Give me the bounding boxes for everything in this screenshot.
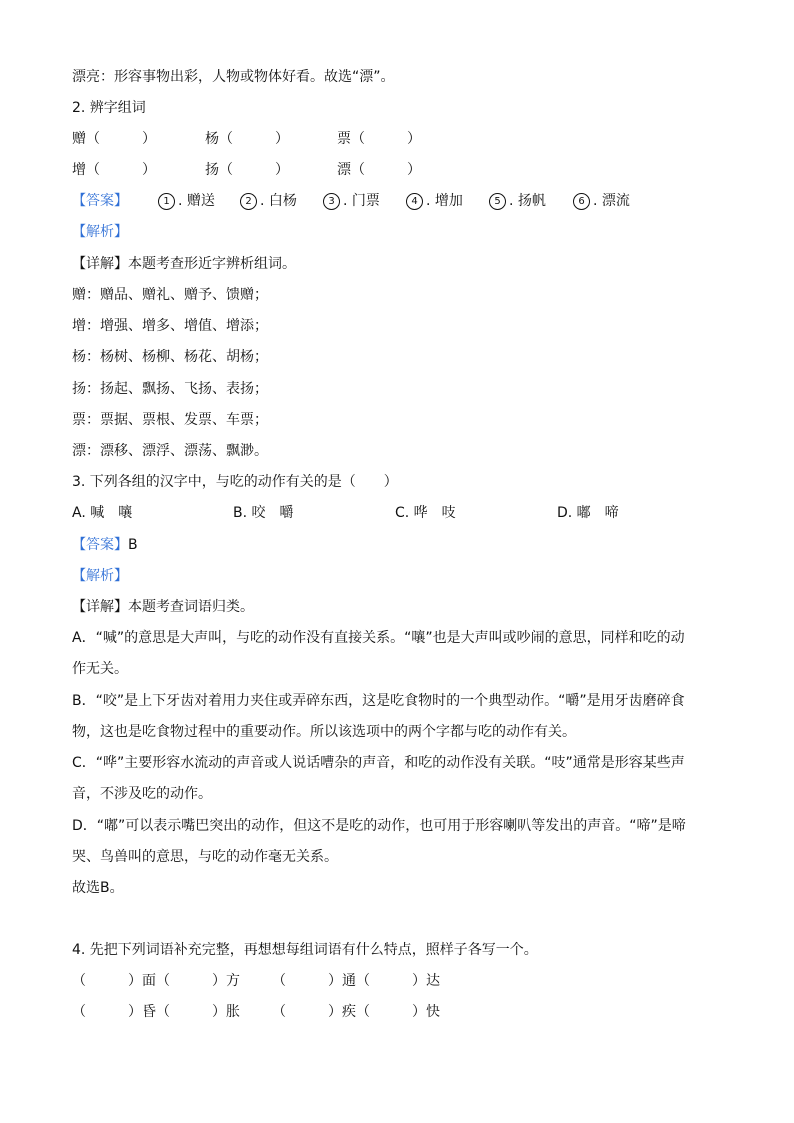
answer-item	[406, 191, 463, 211]
answer-text: . 白杨	[260, 193, 297, 209]
explanation-d: D．“嘟”可以表示嘴巴突出的动作，但这不是吃的动作，也可用于形容喇叭等发出的声音。“啼”是啼	[72, 818, 686, 834]
option-c: C. 哗 吱	[395, 505, 456, 521]
answer-value: B	[128, 537, 138, 553]
answer-label: 【答案】	[72, 537, 128, 553]
answer-line	[72, 535, 138, 555]
question-2-title: 2. 辨字组词	[72, 100, 146, 116]
grid-cell: 赠（ ）	[72, 131, 156, 147]
grid-cell: 票（ ）	[337, 131, 421, 147]
answer-text: . 赠送	[178, 193, 215, 209]
analysis-label: 【解析】	[72, 568, 128, 584]
answer-item	[573, 191, 630, 211]
analysis-label: 【解析】	[72, 224, 128, 240]
conclusion: 故选B。	[72, 880, 124, 896]
circled-number: 6	[573, 193, 590, 210]
grid-cell: 扬（ ）	[205, 162, 289, 178]
question-3-title: 3. 下列各组的汉字中，与吃的动作有关的是（ ）	[72, 474, 398, 490]
circled-number: 5	[489, 193, 506, 210]
answer-text: . 门票	[343, 193, 380, 209]
grid-cell: 漂（ ）	[337, 162, 421, 178]
circled-number: 3	[323, 193, 340, 210]
explanation-a: A．“喊”的意思是大声叫，与吃的动作没有直接关系。“嚷”也是大声叫或吵闹的意思，同样和吃的动	[72, 630, 685, 646]
answer-text: . 扬帆	[509, 193, 546, 209]
option-b: B. 咬 嚼	[233, 505, 294, 521]
explanation-d-cont: 哭、鸟兽叫的意思，与吃的动作毫无关系。	[72, 849, 338, 865]
word-group: 增：增强、增多、增值、增添；	[72, 318, 268, 334]
explanation-c: C．“哗”主要形容水流动的声音或人说话嘈杂的声音，和吃的动作没有关联。“吱”通常是形容某些声	[72, 755, 685, 771]
blank-phrase: （ ）疾（ ）快	[272, 1004, 440, 1020]
answer-item	[158, 191, 215, 211]
word-group: 扬：扬起、飘扬、飞扬、表扬；	[72, 381, 268, 397]
question-4-title: 4. 先把下列词语补充完整，再想想每组词语有什么特点，照样子各写一个。	[72, 942, 538, 958]
answer-text: . 增加	[426, 193, 463, 209]
circled-number: 2	[240, 193, 257, 210]
blank-phrase: （ ）通（ ）达	[272, 973, 440, 989]
word-group: 杨：杨树、杨柳、杨花、胡杨；	[72, 349, 268, 365]
grid-cell: 增（ ）	[72, 162, 156, 178]
answer-item	[240, 191, 297, 211]
detail-line: 【详解】本题考查形近字辨析组词。	[72, 256, 296, 272]
answer-item	[489, 191, 546, 211]
option-d: D. 嘟 啼	[557, 505, 619, 521]
grid-cell: 杨（ ）	[205, 131, 289, 147]
blank-phrase: （ ）昏（ ）胀	[72, 1004, 240, 1020]
intro-line: 漂亮：形容事物出彩，人物或物体好看。故选“漂”。	[72, 69, 395, 85]
detail-line: 【详解】本题考查词语归类。	[72, 599, 254, 615]
option-a: A. 喊 嚷	[72, 505, 133, 521]
blank-phrase: （ ）面（ ）方	[72, 973, 240, 989]
word-group: 票：票据、票根、发票、车票；	[72, 412, 268, 428]
word-group: 赠：赠品、赠礼、赠予、馈赠；	[72, 287, 268, 303]
circled-number: 1	[158, 193, 175, 210]
explanation-b-cont: 物，这也是吃食物过程中的重要动作。所以该选项中的两个字都与吃的动作有关。	[72, 724, 576, 740]
explanation-b: B．“咬”是上下牙齿对着用力夹住或弄碎东西，这是吃食物时的一个典型动作。“嚼”是用牙齿磨碎食	[72, 693, 685, 709]
explanation-c-cont: 音，不涉及吃的动作。	[72, 786, 212, 802]
answer-item	[323, 191, 380, 211]
answer-label: 【答案】	[72, 193, 128, 209]
explanation-a-cont: 作无关。	[72, 661, 128, 677]
answer-text: . 漂流	[593, 193, 630, 209]
circled-number: 4	[406, 193, 423, 210]
word-group: 漂：漂移、漂浮、漂荡、飘渺。	[72, 443, 268, 459]
